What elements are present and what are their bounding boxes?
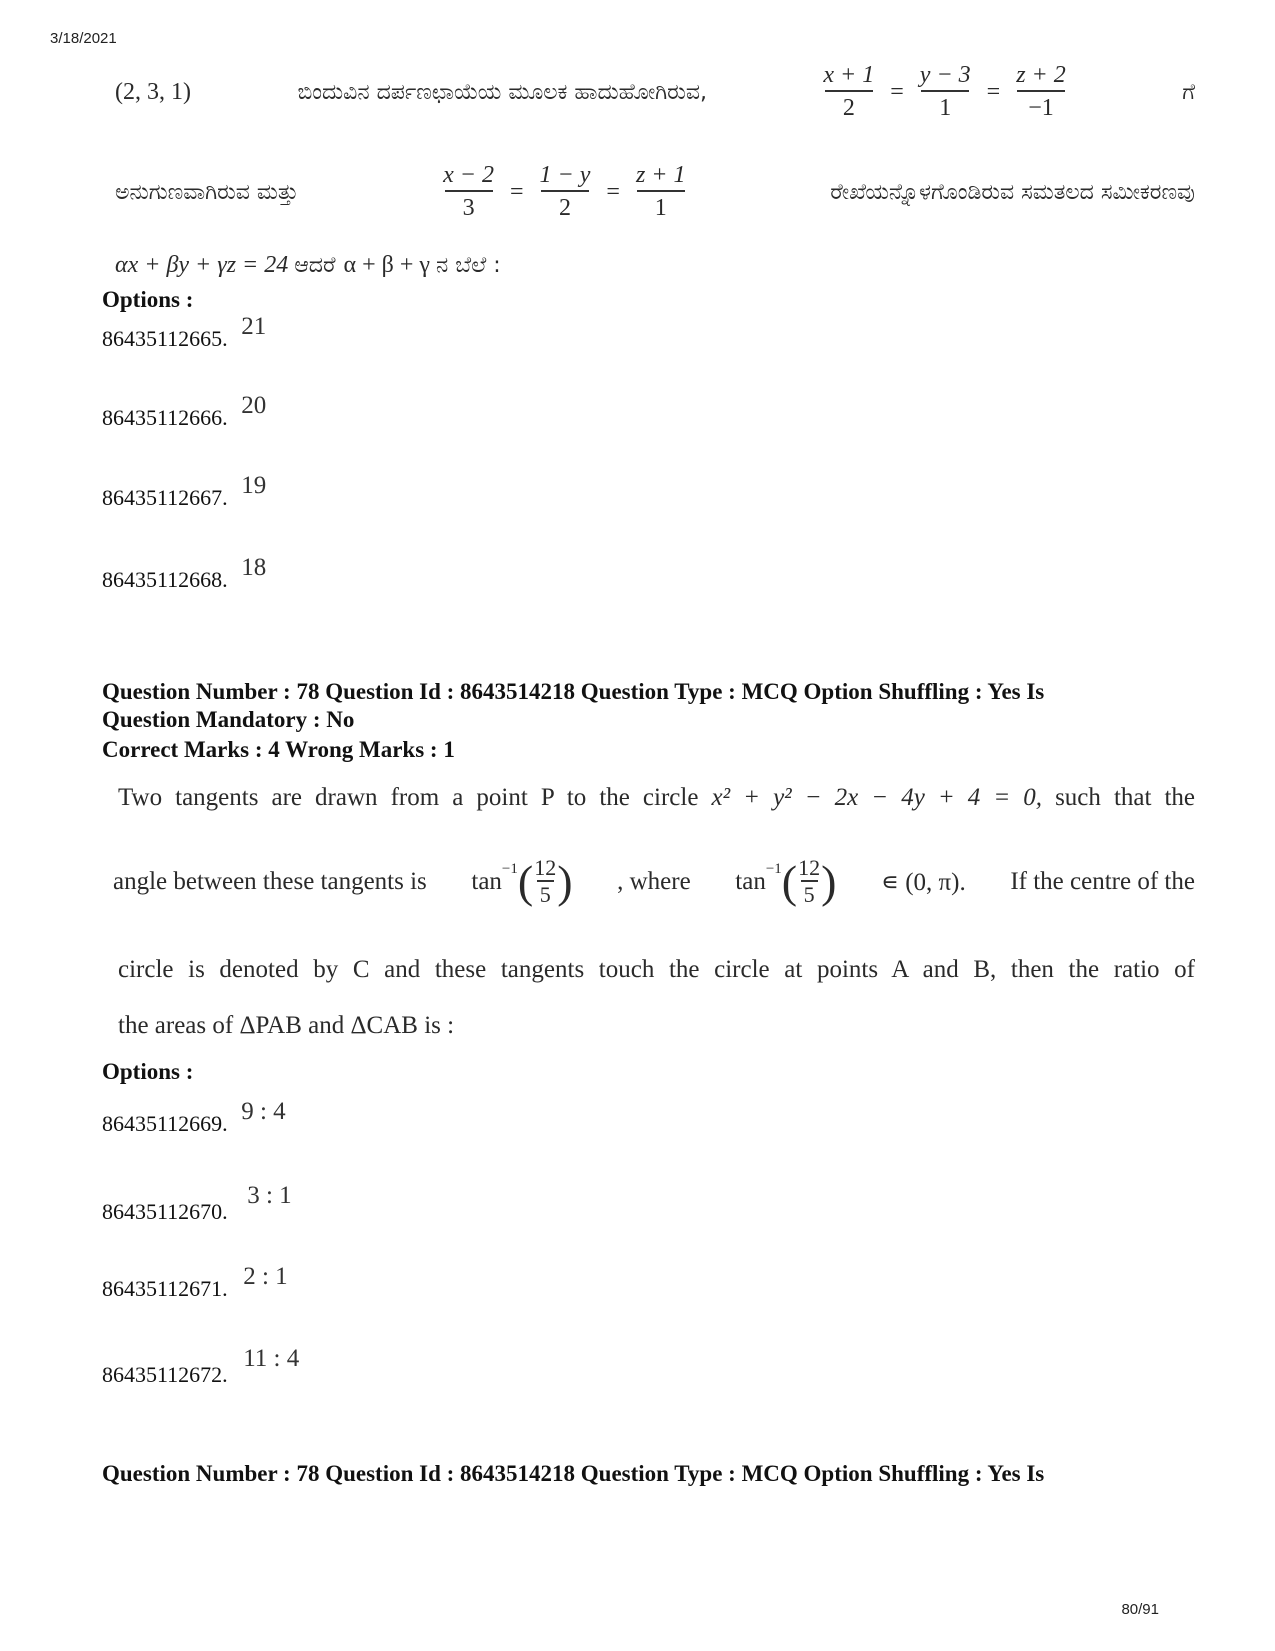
q77-frac-3 xyxy=(1012,60,1070,124)
q78-tan-expression-1 xyxy=(471,856,572,907)
frac-numerator: 12 xyxy=(798,855,821,880)
q77-tail-2: ರೇಖೆಯನ್ನೊಳಗೊಂಡಿರುವ ಸಮತಲದ ಸಮೀಕರಣವು xyxy=(830,179,1195,205)
option-value: 9 : 4 xyxy=(241,1098,286,1125)
q77-plane-equation: αx + βy + γz = 24 xyxy=(115,252,289,278)
option-value: 11 : 4 xyxy=(243,1345,300,1372)
next-question-header: Question Number : 78 Question Id : 8643514218 Question Type : MCQ Option Shuffling : Yes Is xyxy=(102,1461,1045,1486)
q77-point: (2, 3, 1) xyxy=(115,78,191,105)
right-paren: ) xyxy=(821,855,837,907)
q77-line-2 xyxy=(115,160,1195,224)
q78-paragraph-3: circle is denoted by C and these tangents touch the circle at points A and B, then the ratio of xyxy=(118,956,1195,983)
option-id: 86435112666. xyxy=(102,405,228,430)
option-value: 2 : 1 xyxy=(243,1263,288,1290)
inverse-superscript: −1 xyxy=(765,861,782,878)
frac-denominator: 5 xyxy=(801,880,818,907)
inverse-superscript: −1 xyxy=(501,861,518,878)
q77-frac-6 xyxy=(632,160,690,224)
q78-option-2[interactable] xyxy=(102,1182,292,1226)
frac-denominator: 2 xyxy=(541,190,589,224)
q78-circle-equation: x² + y² − 2x − 4y + 4 = 0, xyxy=(711,784,1042,811)
q78-p2-c: ∊ (0, π). xyxy=(881,868,966,896)
q78-header xyxy=(102,678,1182,734)
option-value: 18 xyxy=(241,554,267,581)
q78-p2-a: angle between these tangents is xyxy=(113,867,427,895)
q78-header-line-1: Question Number : 78 Question Id : 8643514218 Question Type : MCQ Option Shuffling : Yes Is xyxy=(102,679,1045,704)
q78-paragraph-4: the areas of ΔPAB and ΔCAB is : xyxy=(118,1012,455,1039)
q77-option-3[interactable] xyxy=(102,472,267,512)
q78-header-line-2: Question Mandatory : No xyxy=(102,707,355,732)
tan-fraction xyxy=(534,856,556,907)
option-id: 86435112665. xyxy=(102,326,228,351)
q77-options-label: Options : xyxy=(102,287,194,312)
equals-sign: = xyxy=(510,178,524,205)
print-date: 3/18/2021 xyxy=(50,30,117,47)
frac-numerator: 12 xyxy=(534,855,557,880)
q77-line-3 xyxy=(115,252,1195,279)
option-id: 86435112669. xyxy=(102,1111,228,1136)
tan-fraction xyxy=(798,856,820,907)
q78-option-4[interactable] xyxy=(102,1345,300,1389)
option-value: 21 xyxy=(241,313,267,340)
q78-tan-expression-2 xyxy=(735,856,836,907)
option-id: 86435112670. xyxy=(102,1199,228,1224)
q77-line-1 xyxy=(115,60,1195,124)
q78-options-label: Options : xyxy=(102,1059,194,1084)
option-id: 86435112671. xyxy=(102,1276,228,1301)
q78-p1-post: such that the xyxy=(1055,784,1196,811)
frac-denominator: −1 xyxy=(1017,90,1065,124)
frac-numerator: y − 3 xyxy=(919,62,971,88)
q77-line-2-fractions xyxy=(433,160,695,224)
q78-paragraph-1 xyxy=(118,784,1195,812)
frac-denominator: 5 xyxy=(537,880,554,907)
option-value: 19 xyxy=(241,472,267,499)
left-paren: ( xyxy=(517,855,534,907)
option-id: 86435112668. xyxy=(102,567,228,592)
q77-mid-3: ಆದರೆ xyxy=(294,253,336,278)
q78-p2-b: , where xyxy=(617,867,691,895)
option-id: 86435112667. xyxy=(102,485,228,510)
frac-numerator: x + 1 xyxy=(823,62,875,88)
frac-numerator: 1 − y xyxy=(539,162,591,188)
q77-expr: α + β + γ xyxy=(343,252,430,278)
right-paren: ) xyxy=(557,855,573,907)
tan-text: tan xyxy=(735,867,766,895)
q77-line-fractions xyxy=(813,60,1075,124)
page-number: 80/91 xyxy=(1121,1601,1159,1618)
q77-option-1[interactable] xyxy=(102,313,267,353)
frac-denominator: 3 xyxy=(445,190,493,224)
equals-sign: = xyxy=(606,178,620,205)
option-id: 86435112672. xyxy=(102,1362,228,1387)
q78-p1-pre: Two tangents are drawn from a point P to the circle xyxy=(118,784,699,811)
frac-numerator: z + 1 xyxy=(635,162,686,188)
q77-frac-4 xyxy=(439,160,498,224)
q78-option-3[interactable] xyxy=(102,1263,288,1303)
q77-frac-1 xyxy=(819,60,878,124)
q77-lead-2: ಅನುಗುಣವಾಗಿರುವ ಮತ್ತು xyxy=(115,179,299,205)
q77-frac-5 xyxy=(536,160,595,224)
q77-frac-2 xyxy=(916,60,975,124)
frac-denominator: 1 xyxy=(637,190,685,224)
q78-marks: Correct Marks : 4 Wrong Marks : 1 xyxy=(102,737,455,762)
q77-option-2[interactable] xyxy=(102,392,267,432)
q77-option-4[interactable] xyxy=(102,554,267,594)
q78-p2-d: If the centre of the xyxy=(1010,867,1195,895)
equals-sign: = xyxy=(890,78,904,105)
tan-text: tan xyxy=(471,867,502,895)
q78-paragraph-2 xyxy=(113,856,1195,907)
option-value: 20 xyxy=(241,392,267,419)
option-value: 3 : 1 xyxy=(247,1182,292,1209)
equals-sign: = xyxy=(986,78,1001,105)
frac-numerator: z + 2 xyxy=(1016,62,1066,88)
q77-tail-1: ಗೆ xyxy=(1182,79,1195,105)
left-paren: ( xyxy=(781,855,798,907)
q77-text-1: ಬಿಂದುವಿನ ದರ್ಪಣಛಾಯೆಯ ಮೂಲಕ ಹಾದುಹೋಗಿರುವ, xyxy=(297,79,707,105)
frac-numerator: x − 2 xyxy=(443,162,494,188)
q77-tail-3: ನ ಬೆಲೆ : xyxy=(435,253,501,278)
frac-denominator: 2 xyxy=(825,90,873,124)
frac-denominator: 1 xyxy=(921,90,969,124)
q78-option-1[interactable] xyxy=(102,1098,286,1138)
